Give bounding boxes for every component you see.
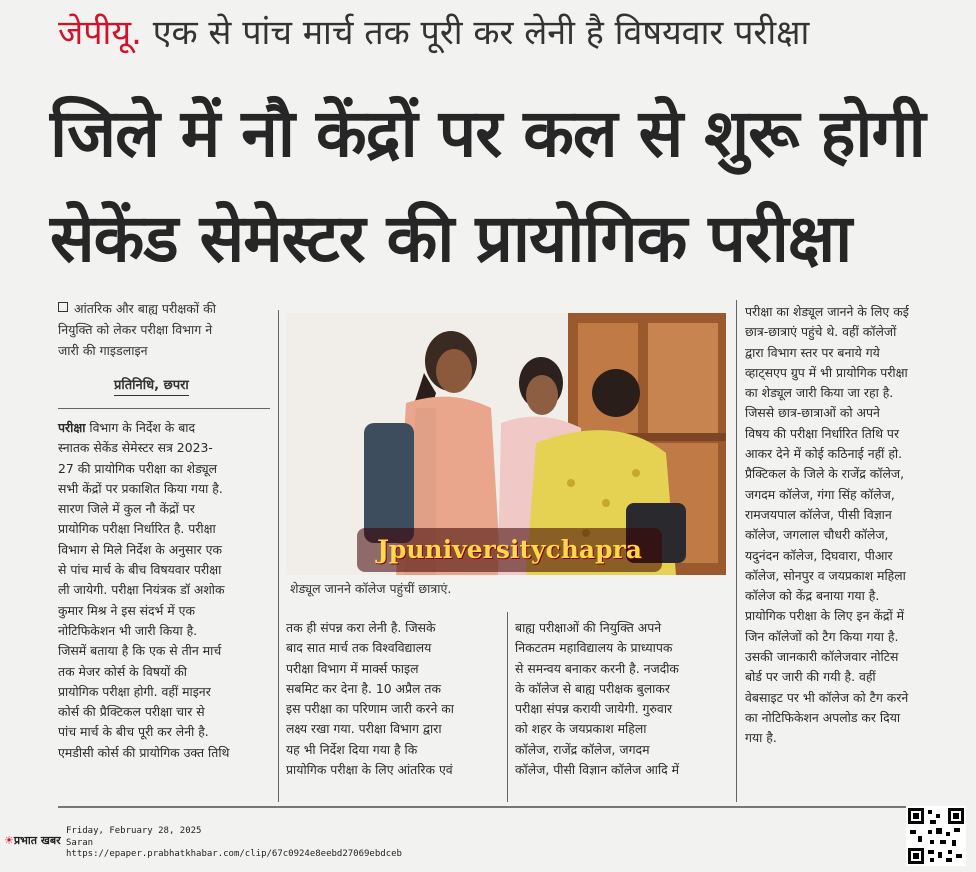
- text-line: कॉलेज, जगलाल चौधरी कॉलेज,: [745, 527, 889, 543]
- text-line: जिन कॉलेजों को टैग किया गया है.: [745, 628, 899, 644]
- text-line: सबमिट कर देना है. 10 अप्रैल तक: [286, 680, 441, 696]
- text-line: सारण जिले में कुल नौ केंद्रों पर: [58, 501, 195, 517]
- photo-caption: शेड्यूल जानने कॉलेज पहुंचीं छात्राएं.: [290, 581, 452, 596]
- text-line: 27 की प्रायोगिक परीक्षा का शेड्यूल: [58, 460, 217, 476]
- edition-name: Saran: [66, 837, 94, 848]
- text-line: कॉलेज, राजेंद्र कॉलेज, जगदम: [515, 741, 650, 757]
- column-divider: [736, 300, 737, 802]
- text-line: प्रैक्टिकल के जिले के राजेंद्र कॉलेज,: [745, 466, 905, 482]
- text-line: निकटतम महाविद्यालय के प्राध्यापक: [515, 640, 673, 656]
- text-line: कॉलेज, पीसी विज्ञान कॉलेज आदि में: [515, 762, 680, 778]
- text-line: परीक्षा संपन्न करायी जायेगी. गुरुवार: [515, 701, 673, 717]
- text-line: पांच मार्च के बीच पूरी कर लेनी है.: [58, 724, 209, 740]
- column-divider: [278, 310, 279, 802]
- column-rule: [58, 408, 270, 409]
- text-line: व्हाट्सएप ग्रुप में भी प्रायोगिक परीक्षा: [745, 364, 908, 380]
- text-line: कुमार मिश्र ने इस संदर्भ में एक: [58, 602, 196, 618]
- text-line: प्रायोगिक परीक्षा होगी. वहीं माइनर: [58, 683, 211, 699]
- text-line: वेबसाइट पर भी कॉलेज को टैग करने: [745, 689, 909, 705]
- text-line: कॉलेज को केंद्र बनाया गया है.: [745, 588, 880, 604]
- strap-line-3: जारी की गाइडलाइन: [58, 343, 148, 358]
- text-line: को शहर के जयप्रकाश महिला: [515, 721, 647, 737]
- text-line: यदुनंदन कॉलेज, दिघवारा, पीआर: [745, 547, 893, 563]
- clip-metadata: [66, 826, 402, 861]
- text-line: प्रायोगिक परीक्षा के लिए आंतरिक एवं: [286, 762, 453, 778]
- bullet-square-icon: [58, 302, 68, 312]
- text-line: गया है.: [745, 730, 777, 746]
- text-line: जिससे छात्र-छात्राओं को अपने: [745, 405, 880, 421]
- text-line: आकर देने में कोई कठिनाई नहीं हो.: [745, 446, 903, 462]
- text-line: उसकी जानकारी कॉलेजवार नोटिस: [745, 649, 899, 665]
- text-line: जगदम कॉलेज, गंगा सिंह कॉलेज,: [745, 486, 895, 502]
- article-column-1: [58, 418, 270, 763]
- text-line: विषय की परीक्षा निर्धारित तिथि पर: [745, 425, 900, 441]
- strapline: [58, 298, 273, 361]
- text-line: एमडीसी कोर्स की प्रायोगिक उक्त तिथि: [58, 744, 230, 760]
- text-line: का शेड्यूल जारी किया जा रहा है.: [745, 385, 894, 401]
- text-line: द्वारा विभाग स्तर पर बनाये गये: [745, 344, 880, 360]
- text-line: बाह्य परीक्षाओं की नियुक्ति अपने: [515, 620, 662, 635]
- text-line: के कॉलेज से बाह्य परीक्षक बुलाकर: [515, 680, 670, 696]
- watermark-label: Jpuniversitychapra: [357, 528, 662, 572]
- byline: प्रतिनिधि, छपरा: [114, 377, 189, 396]
- text-line: बोर्ड पर जारी की गयी है. वहीं: [745, 669, 876, 685]
- text-line: रामजयपाल कॉलेज, पीसी विज्ञान: [745, 506, 892, 522]
- text-line: कॉलेज, सोनपुर व जयप्रकाश महिला: [745, 567, 906, 583]
- strap-line-1: आंतरिक और बाह्य परीक्षकों की: [74, 301, 216, 316]
- text-line: का नोटिफिकेशन अपलोड कर दिया: [745, 709, 901, 725]
- article-column-2: [286, 618, 498, 780]
- footer-rule: [58, 806, 958, 808]
- text-line: लक्ष्य रखा गया. परीक्षा विभाग द्वारा: [286, 721, 442, 737]
- text-line: बाद सात मार्च तक विश्वविद्यालय: [286, 640, 432, 656]
- text-line: विभाग के निर्देश के बाद: [85, 420, 196, 435]
- text-line: नोटिफिकेशन भी जारी किया है.: [58, 622, 198, 638]
- clip-url[interactable]: https://epaper.prabhatkhabar.com/clip/67c0924e8eebd27069ebdceb: [66, 849, 402, 859]
- publisher-name: प्रभात खबर: [13, 834, 61, 847]
- text-line: परीक्षा का शेड्यूल जानने के लिए कई: [745, 304, 909, 319]
- text-line: विभाग से मिले निर्देश के अनुसार एक: [58, 541, 222, 557]
- text-line: तक ही संपन्न करा लेनी है. जिसके: [286, 620, 436, 635]
- article-column-3: [515, 618, 727, 780]
- text-line: कोर्स की प्रैक्टिकल परीक्षा चार से: [58, 704, 205, 720]
- article-column-4: [745, 302, 957, 749]
- text-line: जिसमें बताया है कि एक से तीन मार्च: [58, 643, 222, 659]
- text-line: प्रायोगिक परीक्षा के लिए इन केंद्रों में: [745, 608, 905, 624]
- qr-code-icon[interactable]: [906, 806, 966, 866]
- kicker-tag: जेपीयू.: [58, 13, 142, 53]
- publisher-logo: [4, 833, 61, 848]
- publish-date: Friday, February 28, 2025: [66, 826, 202, 836]
- text-line: इस परीक्षा का परिणाम जारी करने का: [286, 701, 454, 717]
- text-line: छात्र-छात्राएं पहुंचे थे. वहीं कॉलेजों: [745, 324, 897, 340]
- text-line: प्रायोगिक परीक्षा निर्धारित है. परीक्षा: [58, 521, 216, 537]
- text-line: यह भी निर्देश दिया गया है कि: [286, 741, 418, 757]
- strap-line-2: नियुक्ति को लेकर परीक्षा विभाग ने: [58, 322, 213, 337]
- text-line: से समन्वय बनाकर करनी है. नजदीक: [515, 660, 679, 676]
- kicker-text: एक से पांच मार्च तक पूरी कर लेनी है विषयवार परीक्षा: [152, 13, 810, 53]
- headline-line-1: जिले में नौ केंद्रों पर कल से शुरू होगी: [50, 95, 925, 172]
- lead-word: परीक्षा: [58, 420, 86, 435]
- text-line: तक मेजर कोर्स के विषयों की: [58, 663, 187, 679]
- text-line: स्नातक सेकेंड सेमेस्टर सत्र 2023-: [58, 440, 213, 456]
- column-divider: [507, 612, 508, 802]
- text-line: ली जायेगी. परीक्षा नियंत्रक डॉ अशोक: [58, 582, 225, 598]
- text-line: परीक्षा विभाग में मार्क्स फाइल: [286, 660, 419, 676]
- text-line: से पांच मार्च के बीच विषयवार परीक्षा: [58, 562, 222, 578]
- sun-logo-icon: ☀: [4, 834, 14, 847]
- text-line: सभी केंद्रों पर प्रकाशित किया गया है.: [58, 480, 223, 496]
- kicker-line: [58, 8, 958, 58]
- headline-line-2: सेकेंड सेमेस्टर की प्रायोगिक परीक्षा: [50, 200, 852, 277]
